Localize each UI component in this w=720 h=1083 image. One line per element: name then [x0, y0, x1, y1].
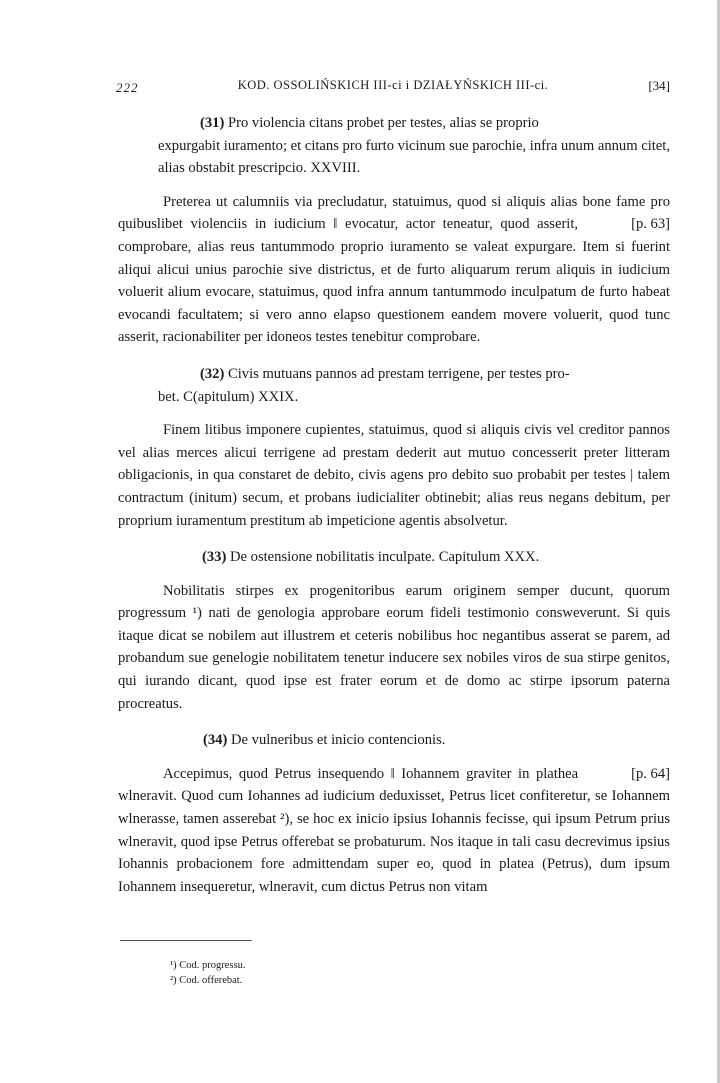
- section-number: (31): [200, 115, 225, 131]
- running-title: KOD. OSSOLIŃSKICH III-ci i DZIAŁYŃSKICH III-ci.: [237, 78, 549, 92]
- page-number: 222: [116, 80, 139, 95]
- section-32-paragraph: Finem litibus imponere cupientes, statuimus, quod si aliquis civis vel creditor pannos vel alias merces alicui terrigene ad prestam dederit aut mutuo concesserit preter litteram obligacionis, in qua constaret de debito, civis agens pro debito suo probabit per testes | talem contractum (initum) secum, et probans iudicialiter obtinebit; alias reus negans debitum, per proprium iuramentum prestitum ab impeticione agentis absolvetur.: [118, 422, 670, 529]
- paragraph-text: Preterea ut calumniis via precludatur, statuimus, quod si aliquis alias bone fame pro quibuslibet violenciis in iudicium ‖ evocatur, actor: [118, 193, 670, 233]
- section-number: (34): [203, 732, 228, 749]
- footnotes: [170, 958, 245, 988]
- section-34-paragraph: [118, 763, 670, 899]
- paragraph-text: Accepimus, quod Petrus insequendo ‖ Iohannem graviter in: [163, 765, 530, 782]
- section-heading-line: Civis mutuans pannos ad prestam terrigene, per testes pro-: [227, 365, 570, 382]
- section-heading: De vulneribus et inicio contencionis.: [230, 732, 446, 749]
- footnote-2: ²) Cod. offerebat.: [170, 975, 243, 986]
- section-number: (33): [202, 549, 227, 566]
- section-31-heading: [118, 112, 670, 135]
- section-33-heading: [118, 546, 670, 569]
- page-marker: [p. 64]: [631, 765, 670, 782]
- section-33: [118, 546, 670, 715]
- page-header: [116, 78, 670, 100]
- section-32: [118, 363, 670, 532]
- section-31-paragraph: [118, 191, 670, 349]
- document-body: [118, 112, 670, 898]
- paragraph-text: plathea wlneravit. Quod cum Iohannes ad iudicium deduxisset, Petrus licet confiteretur, se Iohannem wlnerasse, tamen asserebat ²), se hoc ex inicio ipsius Iohannis fecisse, qui ipsum Petrum prius wlneravit, quod ipse Petrus offerebat se probaturum. Nos itaque in tali casu decrevimus ipsius Iohannis probacionem fore admittendam super eo, quod in platea (Petrus), dum ipsum Iohannem insequeretur, wlneravit, cum dictus Petrus non vitam: [118, 765, 670, 895]
- footnote-divider: [120, 940, 252, 941]
- section-heading-line: Pro violencia citans probet per testes, alias se proprio: [227, 115, 539, 131]
- paragraph-text: teneatur, quod asserit, comprobare, alias reus tantummodo proprio iuramento se valeat expurgare. Item si fuerint aliqui alicui unius parochie sive districtus, et de furto aliquarum rerum aliquis in iudicium voluerit alium evocare, statuimus, quod infra annum tantummodo inculpatum de furto habeat evocandi facultatem; si vero anno elapso questionem eandem movere voluerit, quod tunc asserit, racionabiliter per idoneos testes tenebitur comprobare.: [118, 216, 670, 346]
- section-32-heading-cont: bet. C(apitulum) XXIX.: [158, 388, 299, 405]
- section-33-paragraph: Nobilitatis stirpes ex progenitoribus earum originem semper ducunt, quorum progressum ¹) nati de genologia approbare eorum fideli testimonio consweverunt. Si quis itaque dicat se nobilem aut illustrem et ceteris nobilibus hoc negantibus asserat se parem, ad probandum sue genelogie nobilitatem tenetur inducere sex nobiles viros de sua stirpe genitos, qui iurando dicant, quod ipse est frater eorum et de domo ac stirpe ipsorum paterna procreatus.: [118, 582, 670, 712]
- section-number: (32): [200, 365, 225, 382]
- section-34-heading: [118, 729, 670, 752]
- section-reference: [34]: [648, 78, 670, 93]
- section-31-heading-cont: expurgabit iuramento; et citans pro furto vicinum sue parochie, infra unum annum citet, alias obstabit prescripcio. XXVIII.: [158, 137, 670, 177]
- section-heading: De ostensione nobilitatis inculpate. Capitulum XXX.: [229, 549, 540, 566]
- page-marker: [p. 63]: [631, 216, 670, 233]
- footnote-1: ¹) Cod. progressu.: [170, 960, 246, 971]
- section-34: [118, 729, 670, 898]
- section-31: [118, 112, 670, 349]
- section-32-heading: [118, 363, 670, 386]
